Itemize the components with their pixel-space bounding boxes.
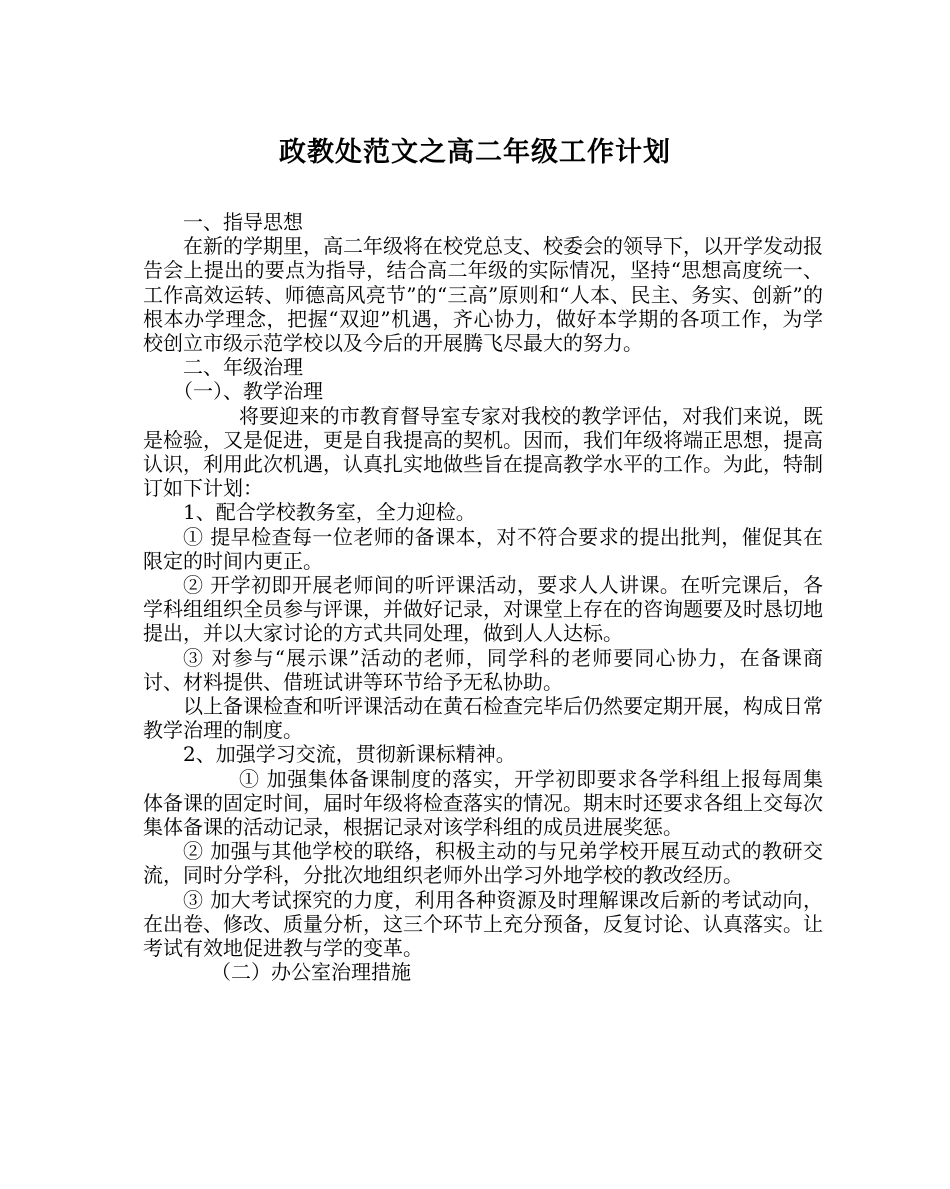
- list-item-lesson-plan-check: ① 提早检查每一位老师的备课本，对不符合要求的提出批判，催促其在限定的时间内更正。: [143, 524, 823, 573]
- subsection-heading-teaching-management: （一）、教学治理: [173, 379, 323, 404]
- document-title: 政教处范文之高二年级工作计划: [279, 137, 671, 168]
- list-item-demonstration-class: ③ 对参与“展示课”活动的老师，同学科的老师要同心协力，在备课商讨、材料提供、借班试讲等环节给予无私协助。: [143, 645, 823, 694]
- list-item-lesson-observation: ② 开学初即开展老师间的听评课活动，要求人人讲课。在听完课后，各学科组组织全员参与评课，并做好记录，对课堂上存在的咨询题要及时恳切地提出，并以大家讨论的方式共同处理，做到人人达标。: [143, 573, 823, 646]
- list-item-exam-research: ③ 加大考试探究的力度，利用各种资源及时理解课改后新的考试动向，在出卷、修改、质量分析，这三个环节上充分预备，反复讨论、认真落实。让考试有效地促进教与学的变革。: [143, 887, 823, 961]
- paragraph-guiding-ideology: 在新的学期里，高二年级将在校党总支、校委会的领导下，以开学发动报告会上提出的要点为指导，结合高二年级的实际情况，坚持“思想高度统一、工作高效运转、师德高风亮节”的“三高”原则和“人本、民主、务实、创新”的根本办学理念，把握“双迎”机遇，齐心协力，做好本学期的各项工作，为学校创立市级示范学校以及今后的开展腾飞尽最大的努力。: [143, 234, 823, 356]
- item-heading-learning-exchange: 2、加强学习交流，贯彻新课标精神。: [183, 742, 516, 767]
- subsection-heading-office-management: （二）办公室治理措施: [211, 960, 411, 985]
- paragraph-routine-system: 以上备课检查和听评课活动在黄石检查完毕后仍然要定期开展，构成日常教学治理的制度。: [143, 694, 823, 743]
- paragraph-teaching-evaluation: 将要迎来的市教育督导室专家对我校的教学评估，对我们来说，既是检验，又是促进，更是自我提高的契机。因而，我们年级将端正思想，提高认识，利用此次机遇，认真扎实地做些旨在提高教学水平的工作。为此，特制订如下计划：: [143, 403, 823, 501]
- list-item-collective-lesson-prep: ① 加强集体备课制度的落实，开学初即要求各学科组上报每周集体备课的固定时间，届时年级将检查落实的情况。期末时还要求各组上交每次集体备课的活动记录，根据记录对该学科组的成员进展奖惩。: [143, 766, 823, 840]
- item-heading-cooperate-inspection: 1、配合学校教务室，全力迎检。: [183, 500, 476, 525]
- section-heading-grade-management: 二、年级治理: [183, 355, 303, 380]
- list-item-school-liaison: ② 加强与其他学校的联络，积极主动的与兄弟学校开展互动式的教研交流，同时分学科，分批次地组织老师外出学习外地学校的教改经历。: [143, 839, 823, 888]
- document-body: [143, 210, 823, 985]
- section-heading-guiding-ideology: 一、指导思想: [183, 210, 303, 234]
